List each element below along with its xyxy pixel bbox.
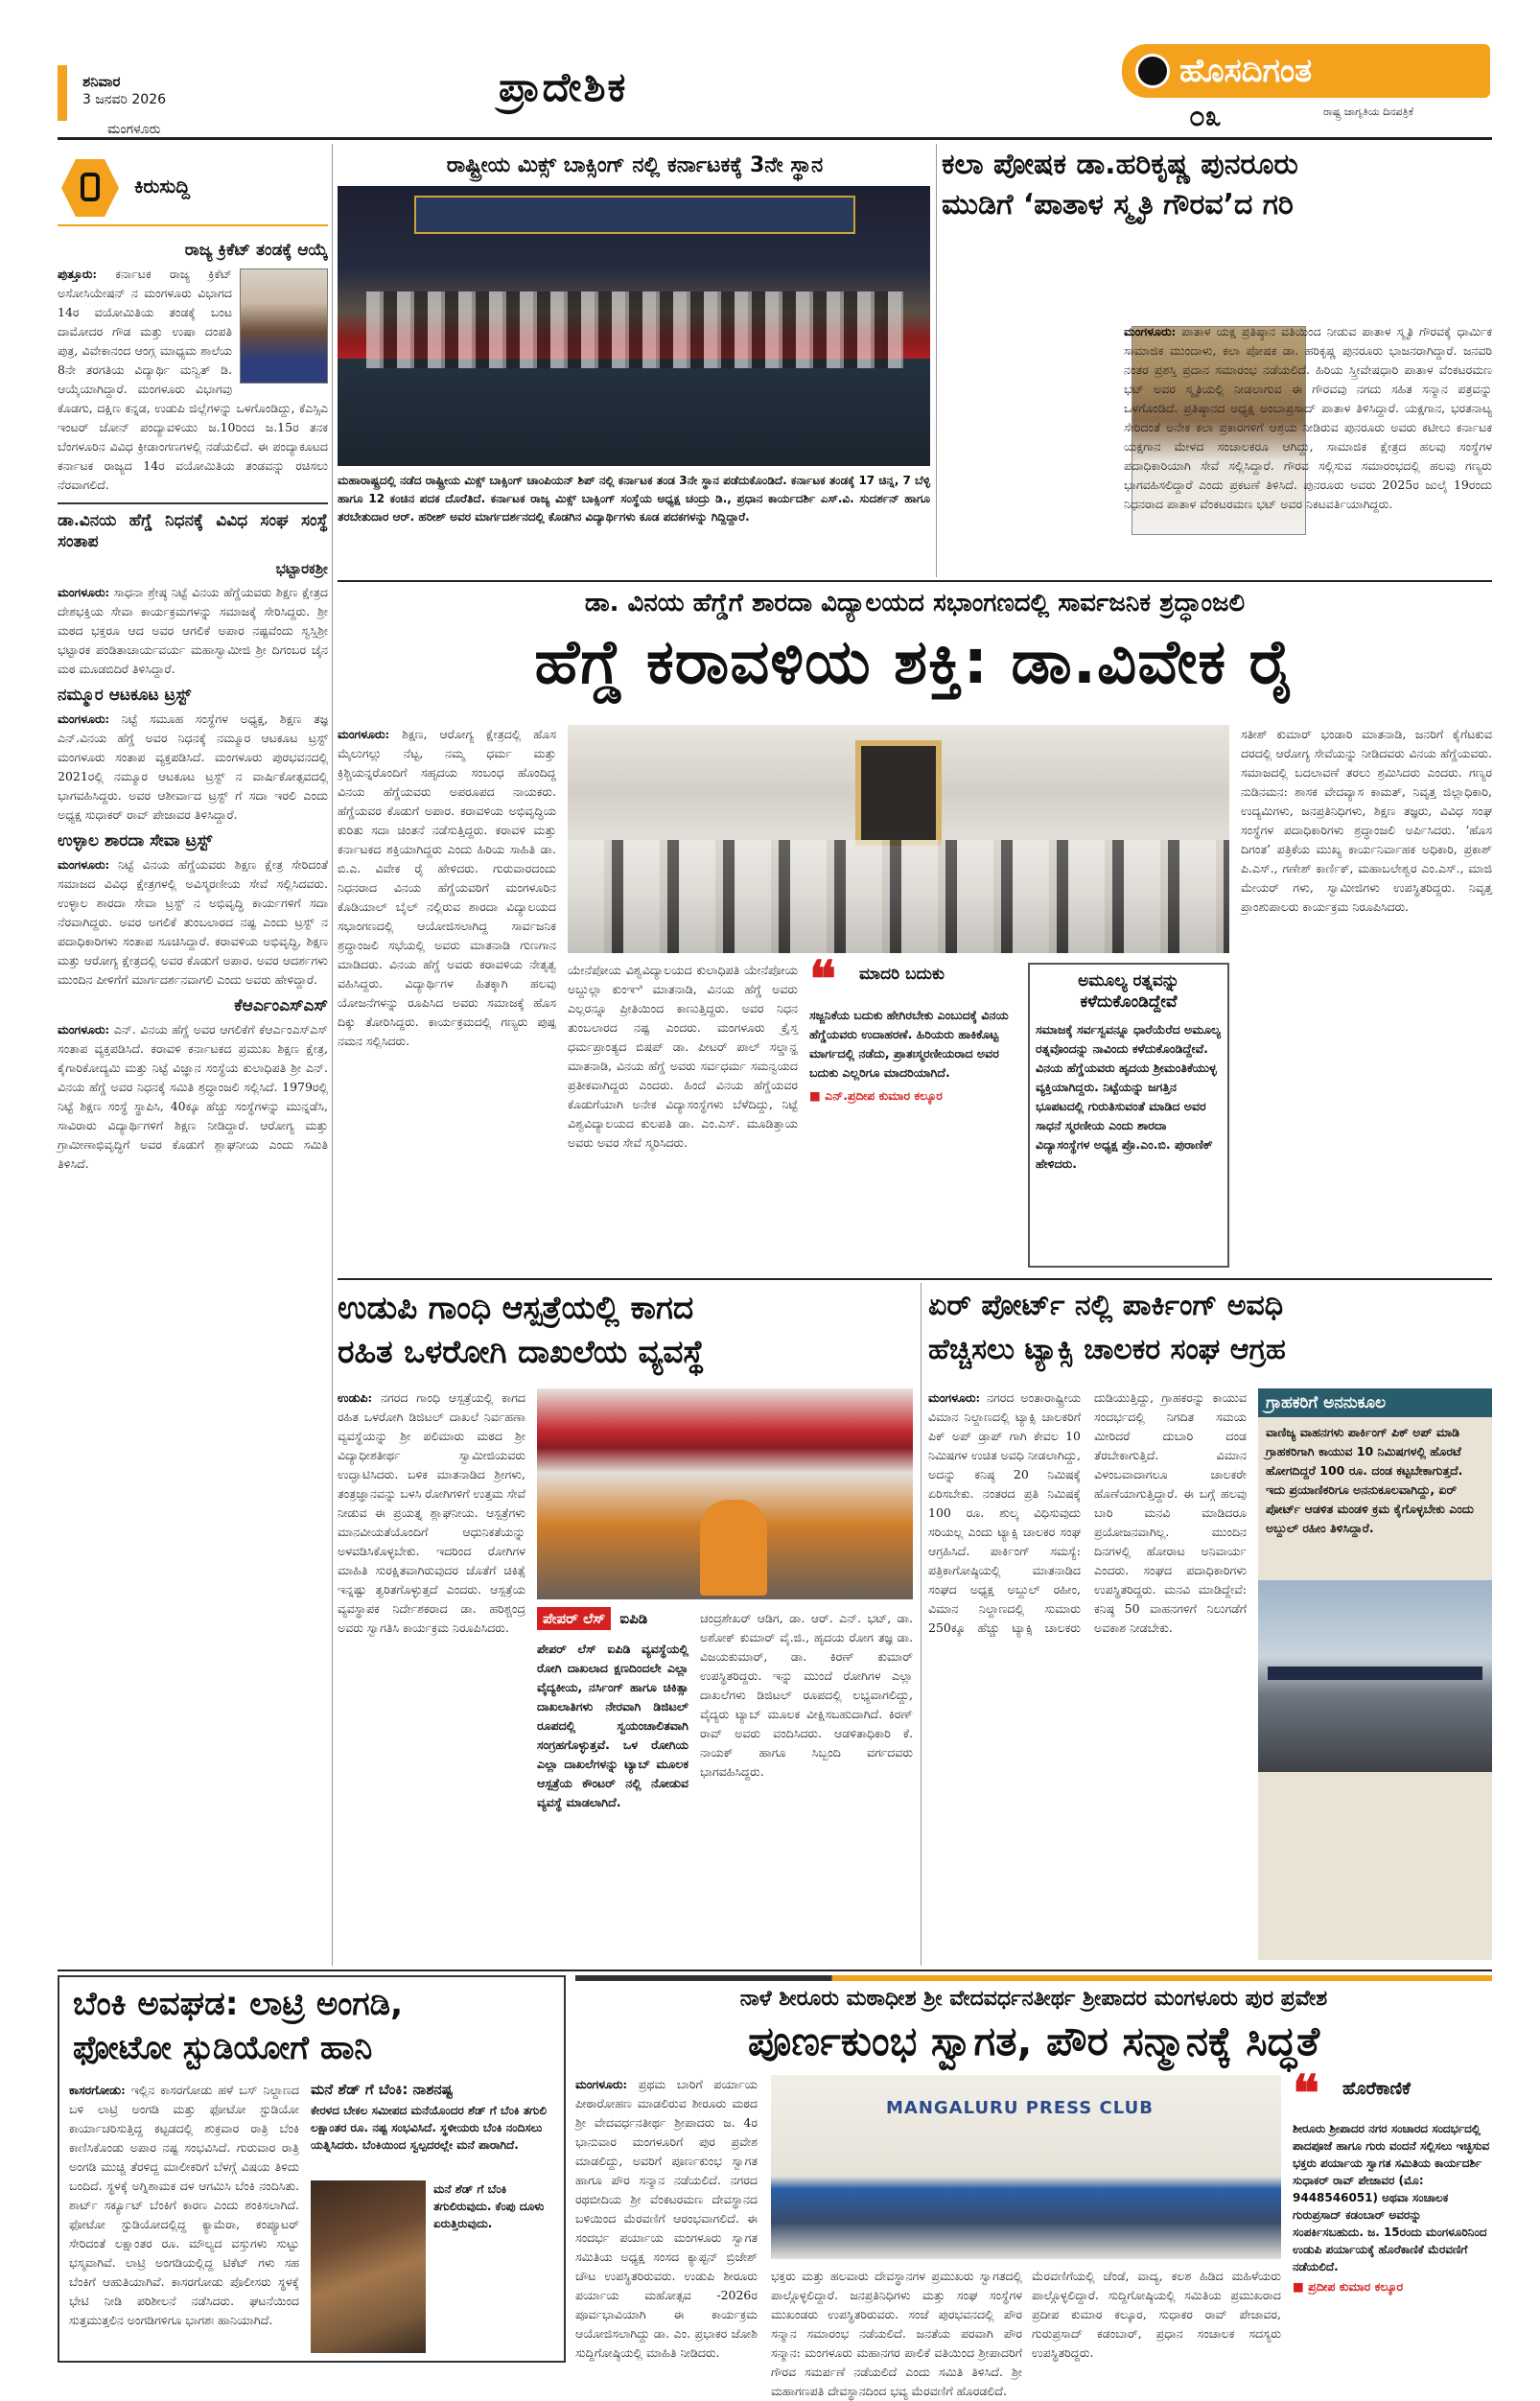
fire-photo: [311, 2180, 426, 2353]
hegde-story: [338, 585, 1492, 1275]
kiru-item-lead: ಮಂಗಳೂರು:: [58, 1022, 110, 1037]
kiru-item-title: ಉಳ್ಳಾಲ ಶಾರದಾ ಸೇವಾ ಟ್ರಸ್ಟ್: [58, 831, 213, 851]
hegde-photo: [568, 725, 1229, 953]
hegde-right-body: [1241, 725, 1492, 1270]
airport-headline-1: ಏರ್ ಪೋರ್ಟ್ ನಲ್ಲಿ ಪಾರ್ಕಿಂಗ್ ಅವಧಿ: [928, 1289, 1284, 1322]
airport-box-title: ಗ್ರಾಹಕರಿಗೆ ಅನನುಕೂಲ: [1258, 1388, 1492, 1417]
fire-side-text: ಕೇರಳದ ಬೇಕಲ ಸಮೀಪದ ಮನೆಯೊಂದರ ಶೆಡ್ ಗೆ ಬೆಂಕಿ ತಗುಲಿ ಲಕ್ಷಾಂತರ ರೂ. ನಷ್ಟ ಸಂಭವಿಸಿದೆ. ಸ್ಥಳೀಯರು ಬೆಂಕಿ ನಂದಿಸಲು ಯತ್ನಿಸಿದರು. ಬೆಂಕಿಯಿಂದ ಸ್ವಲ್ಪದರಲ್ಲೇ ಮನೆ ಪಾರಾಗಿದೆ.: [311, 2104, 548, 2152]
hegde-lead: ಮಂಗಳೂರು:: [338, 727, 390, 741]
harikrishna-story: [942, 144, 1492, 577]
horekanike-quote: [1293, 2064, 1492, 2361]
airport-lead: ಮಂಗಳೂರು:: [928, 1390, 981, 1405]
kiru-item-title: ಭಟ್ಟಾರಕಶ್ರೀ: [275, 560, 328, 577]
udupi-badge-text: ಪೇಪರ್ ಲೆಸ್ ಐಪಿಡಿ ವ್ಯವಸ್ಥೆಯಲ್ಲಿ ರೋಗಿ ದಾಖಲಾದ ಕ್ಷಣದಿಂದಲೇ ಎಲ್ಲಾ ವೈದ್ಯಕೀಯ, ನರ್ಸಿಂಗ್ ಹಾಗೂ ಚಿಕಿತ್ಸಾ ದಾಖಲಾತಿಗಳು ನೇರವಾಗಿ ಡಿಜಿಟಲ್ ರೂಪದಲ್ಲಿ ಸ್ವಯಂಚಾಲಿತವಾಗಿ ಸಂಗ್ರಹಗೊಳ್ಳುತ್ತವೆ. ಒಳ ರೋಗಿಯ ಎಲ್ಲಾ ದಾಖಲೆಗಳನ್ನು ಟ್ಯಾಬ್ ಮೂಲಕ ಆಸ್ಪತ್ರೆಯ ಕೌಂಟರ್ ನಲ್ಲಿ ನೋಡುವ ವ್ಯವಸ್ಥೆ ಮಾಡಲಾಗಿದೆ.: [537, 1642, 688, 1809]
kiru-item-title: ರಾಜ್ಯ ಕ್ರಿಕೆಟ್ ತಂಡಕ್ಕೆ ಆಯ್ಕೆ: [184, 241, 328, 260]
paperless-badge-label: ಪೇಪರ್ ಲೆಸ್: [537, 1607, 611, 1630]
fire-headline-2: ಫೋಟೋ ಸ್ಟುಡಿಯೋಗೆ ಹಾನಿ: [73, 2029, 373, 2067]
shiroor-text-a: ಪ್ರಥಮ ಬಾರಿಗೆ ಪರ್ಯಾಯ ಪೀಠಾರೋಹಣ ಮಾಡಲಿರುವ ಶೀರೂರು ಮಠದ ಶ್ರೀ ವೇದವರ್ಧನತೀರ್ಥ ಶ್ರೀಪಾದರು ಜ. 4ರ ಭಾನುವಾರ ಮಂಗಳೂರಿಗೆ ಪುರ ಪ್ರವೇಶ ಮಾಡಲಿದ್ದು, ಅವರಿಗೆ ಪೂರ್ಣಕುಂಭ ಸ್ವಾಗತ ಹಾಗೂ ಪೌರ ಸನ್ಮಾನ ನಡೆಯಲಿದೆ. ನಗರದ ರಥಬೀದಿಯ ಶ್ರೀ ವೆಂಕಟರಮಣ ದೇವಸ್ಥಾನದ ಬಳಿಯಿಂದ ಮೆರವಣಿಗೆ ಆರಂಭವಾಗಲಿದೆ. ಈ ಸಂದರ್ಭ ಪರ್ಯಾಯ ಮಂಗಳೂರು ಸ್ವಾಗತ ಸಮಿತಿಯ ಅಧ್ಯಕ್ಷ ಸಂಸದ ಕ್ಯಾಪ್ಟನ್ ಬ್ರಿಜೇಶ್ ಚೌಟ ಉಪಸ್ಥಿತರಿರುವರು. ಉಡುಪಿ ಶೀರೂರು ಪರ್ಯಾಯ ಮಹೋತ್ಸವ -2026ರ ಪೂರ್ವಭಾವಿಯಾಗಿ ಈ ಕಾರ್ಯಕ್ರಮ ಆಯೋಜಿಸಲಾಗಿದ್ದು ಡಾ. ಎಂ. ಪ್ರಭಾಕರ ಜೋಶಿ ಸುದ್ದಿಗೋಷ್ಠಿಯಲ್ಲಿ ಮಾಹಿತಿ ನೀಡಿದರು.: [575, 2077, 758, 2360]
boxing-story: [338, 144, 930, 577]
kiru-photo-boy: [240, 268, 328, 384]
udupi-text-a: ನಗರದ ಗಾಂಧಿ ಆಸ್ಪತ್ರೆಯಲ್ಲಿ ಕಾಗದ ರಹಿತ ಒಳರೋಗಿ ಡಿಜಿಟಲ್ ದಾಖಲೆ ನಿರ್ವಹಣಾ ವ್ಯವಸ್ಥೆಯನ್ನು ಶ್ರೀ ಪಲಿಮಾರು ಮಠದ ಶ್ರೀ ವಿದ್ಯಾಧೀಶತೀರ್ಥ ಸ್ವಾಮೀಜಿಯವರು ಉದ್ಘಾಟಿಸಿದರು. ಬಳಿಕ ಮಾತನಾಡಿದ ಶ್ರೀಗಳು, ತಂತ್ರಜ್ಞಾನವನ್ನು ಬಳಸಿ ರೋಗಿಗಳಿಗೆ ಉತ್ತಮ ಸೇವೆ ನೀಡುವ ಈ ಪ್ರಯತ್ನ ಶ್ಲಾಘನೀಯ. ಆಸ್ಪತ್ರೆಗಳು ಮಾನವೀಯತೆಯೊಂದಿಗೆ ಆಧುನಿಕತೆಯನ್ನು ಅಳವಡಿಸಿಕೊಳ್ಳಬೇಕು. ಇದರಿಂದ ರೋಗಿಗಳ ಮಾಹಿತಿ ಸುರಕ್ಷಿತವಾಗಿರುವುದರ ಜೊತೆಗೆ ಚಿಕಿತ್ಸೆ ಇನ್ನಷ್ಟು ತ್ವರಿತಗೊಳ್ಳುತ್ತದೆ ಎಂದರು. ಆಸ್ಪತ್ರೆಯ ವ್ಯವಸ್ಥಾಪಕ ನಿರ್ದೇಶಕರಾದ ಡಾ. ಹರಿಶ್ಚಂದ್ರ ಅವರು ಸ್ವಾಗತಿಸಿ ಕಾರ್ಯಕ್ರಮ ನಿರೂಪಿಸಿದರು.: [338, 1390, 526, 1635]
kiru-label: ಕಿರುಸುದ್ದಿ: [134, 175, 191, 198]
kiru-item-lead: ಮಂಗಳೂರು:: [58, 711, 110, 726]
quote-icon: ❝: [809, 950, 836, 1009]
kiru-suddi-column: [58, 144, 328, 1966]
horekanike-text: ಶೀರೂರು ಶ್ರೀಪಾದರ ನಗರ ಸಂಚಾರದ ಸಂದರ್ಭದಲ್ಲಿ ಪಾದಪೂಜೆ ಹಾಗೂ ಗುರು ವಂದನೆ ಸಲ್ಲಿಸಲು ಇಚ್ಛಿಸುವ ಭಕ್ತರು ಪರ್ಯಾಯ ಸ್ವಾಗತ ಸಮಿತಿಯ ಕಾರ್ಯದರ್ಶಿ ಸುಧಾಕರ್ ರಾವ್ ಪೇಜಾವರ (ಮೊ: 9448546051) ಅಥವಾ ಸಂಚಾಲಕ ಗುರುಪ್ರಸಾದ್ ಕಡಂಬಾರ್ ಅವರನ್ನು ಸಂಪರ್ಕಿಸಬಹುದು. ಜ. 15ರಂದು ಮಂಗಳೂರಿನಿಂದ ಉಡುಪಿ ಪರ್ಯಾಯಕ್ಕೆ ಹೊರೆಕಾಣಿಕೆ ಮೆರವಣಿಗೆ ನಡೆಯಲಿದೆ.: [1293, 2122, 1490, 2273]
quote2-title: ಅಮೂಲ್ಯ ರತ್ನವನ್ನು ಕಳೆದುಕೊಂಡಿದ್ದೇವೆ: [1078, 971, 1179, 1012]
kiru-item-text: ಕರ್ನಾಟಕ ರಾಜ್ಯ ಕ್ರಿಕೆಟ್ ಅಸೋಸಿಯೇಷನ್ ನ ಮಂಗಳೂರು ವಿಭಾಗದ 14ರ ವಯೋಮಿತಿಯ ತಂಡಕ್ಕೆ ಬಂಟ ದಾಮೋದರ ಗೌಡ ಮತ್ತು ಉಷಾ ದಂಪತಿ ಪುತ್ರ, ವಿವೇಕಾನಂದ ಆಂಗ್ಲ ಮಾಧ್ಯಮ ಶಾಲೆಯ 8ನೇ ತರಗತಿಯ ವಿದ್ಯಾರ್ಥಿ ಮನ್ವಿತ್ ಡಿ. ಆಯ್ಕೆಯಾಗಿದ್ದಾರೆ. ಮಂಗಳೂರು ವಿಭಾಗವು ಕೊಡಗು, ದಕ್ಷಿಣ ಕನ್ನಡ, ಉಡುಪಿ ಜಿಲ್ಲೆಗಳನ್ನು ಒಳಗೊಂಡಿದ್ದು, ಕೆಎಸ್ಸಿಎ ಇಂಟರ್ ಜೋನ್ ಪಂದ್ಯಾವಳಿಯು ಜ.10ರಿಂದ ಜ.15ರ ತನಕ ಬೆಂಗಳೂರಿನ ವಿವಿಧ ಕ್ರೀಡಾಂಗಣಗಳಲ್ಲಿ ನಡೆಯಲಿದೆ. ಈ ಪಂದ್ಯಾಕೂಟದ ಕರ್ನಾಟಕ ರಾಜ್ಯದ 14ರ ವಯೋಮಿತಿಯ ತಂಡವನ್ನು ರಚಿಸಲು ನೆರವಾಗಲಿದೆ.: [58, 267, 328, 492]
kiru-item-title: ನಮ್ಮೂರ ಆಟಕೂಟ ಟ್ರಸ್ಟ್: [58, 686, 192, 705]
hegde-mid-body: [568, 961, 798, 1270]
quote1-credit: ■ ಎನ್.ಪ್ರದೀಪ ಕುಮಾರ ಕಲ್ಕೂರ: [809, 1088, 943, 1103]
kiru-item-text: ನಿಟ್ಟೆ ವಿನಯ ಹೆಗ್ಡೆಯವರು ಶಿಕ್ಷಣ ಕ್ಷೇತ್ರ ಸೇರಿದಂತೆ ಸಮಾಜದ ವಿವಿಧ ಕ್ಷೇತ್ರಗಳಲ್ಲಿ ಅವಿಸ್ಮರಣೀಯ ಸೇವೆ ಸಲ್ಲಿಸಿದವರು. ಉಳ್ಳಾಲ ಶಾರದಾ ಸೇವಾ ಟ್ರಸ್ಟ್ ನ ಅಭಿವೃದ್ಧಿ ಕಾರ್ಯಗಳಿಗೆ ಸದಾ ನೆರವಾಗಿದ್ದರು. ಅವರ ಅಗಲಿಕೆ ತುಂಬಲಾರದ ನಷ್ಟ ಎಂದು ಟ್ರಸ್ಟ್ ನ ಪದಾಧಿಕಾರಿಗಳು ಸಂತಾಪ ಸೂಚಿಸಿದ್ದಾರೆ. ಕರಾವಳಿಯ ಅಭಿವೃದ್ಧಿ, ಶಿಕ್ಷಣ ಮತ್ತು ಆರೋಗ್ಯ ಕ್ಷೇತ್ರದಲ್ಲಿ ಅವರ ಕೊಡುಗೆ ಅಪಾರ. ಅವರ ಆದರ್ಶಗಳು ಮುಂದಿನ ಪೀಳಿಗೆಗೆ ಮಾರ್ಗದರ್ಶನವಾಗಲಿ ಎಂದು ಅವರು ಹೇಳಿದ್ದಾರೆ.: [58, 857, 328, 987]
kiru-item-title: ಕೆಆರ್ಎಂಎಸ್ಎಸ್: [234, 996, 328, 1015]
shiroor-text-b: ಭಕ್ತರು ಮತ್ತು ಹಲವಾರು ದೇವಸ್ಥಾನಗಳ ಪ್ರಮುಖರು ಸ್ವಾಗತದಲ್ಲಿ ಪಾಲ್ಗೊಳ್ಳಲಿದ್ದಾರೆ. ಜನಪ್ರತಿನಿಧಿಗಳು ಮತ್ತು ಸಂಘ ಸಂಸ್ಥೆಗಳ ಮುಖಂಡರು ಉಪಸ್ಥಿತರಿರುವರು. ಸಂಜೆ ಪುರಭವನದಲ್ಲಿ ಪೌರ ಸನ್ಮಾನ ಸಮಾರಂಭ ನಡೆಯಲಿದೆ. ಜನತೆಯ ಪರವಾಗಿ ಪೌರ ಸನ್ಮಾನ: ಮಂಗಳೂರು ಮಹಾನಗರ ಪಾಲಿಕೆ ವತಿಯಿಂದ ಶ್ರೀಪಾದರಿಗೆ ಗೌರವ ಸಮರ್ಪಣೆ ನಡೆಯಲಿದೆ ಎಂದು ಸಮಿತಿ ತಿಳಿಸಿದೆ. ಶ್ರೀ ಮಹಾಗಣಪತಿ ದೇವಸ್ಥಾನದಿಂದ ಭವ್ಯ ಮೆರವಣಿಗೆ ಹೊರಡಲಿದೆ.: [771, 2269, 1022, 2398]
quote-icon: ❝: [1293, 2064, 1319, 2123]
shiroor-body-a: [575, 2075, 758, 2361]
hegde-right-text: ಸತೀಶ್ ಕುಮಾರ್ ಭಂಡಾರಿ ಮಾತನಾಡಿ, ಜನರಿಗೆ ಕೈಗೆಟಕುವ ದರದಲ್ಲಿ ಆರೋಗ್ಯ ಸೇವೆಯನ್ನು ನೀಡಿದವರು ವಿನಯ ಹೆಗ್ಡೆಯವರು. ಸಮಾಜದಲ್ಲಿ ಬದಲಾವಣೆ ತರಲು ಶ್ರಮಿಸಿದರು ಎಂದರು. ಗಣ್ಯರ ನುಡಿನಮನ: ಶಾಸಕ ವೇದವ್ಯಾಸ ಕಾಮತ್, ನಿವೃತ್ತ ಜಿಲ್ಲಾಧಿಕಾರಿ, ಉದ್ಯಮಿಗಳು, ಜನಪ್ರತಿನಿಧಿಗಳು, ಶಿಕ್ಷಣ ತಜ್ಞರು, ವಿವಿಧ ಸಂಘ ಸಂಸ್ಥೆಗಳ ಪದಾಧಿಕಾರಿಗಳು ಶ್ರದ್ಧಾಂಜಲಿ ಅರ್ಪಿಸಿದರು. ‘ಹೊಸ ದಿಗಂತ’ ಪತ್ರಿಕೆಯ ಮುಖ್ಯ ಕಾರ್ಯನಿರ್ವಾಹಕ ಅಧಿಕಾರಿ, ಪ್ರಕಾಶ್ ಪಿ.ಎಸ್., ಗಣೇಶ್ ಕಾರ್ಣಿಕ್, ಮಹಾಬಲೇಶ್ವರ ಎಂ.ಎಸ್., ಮಾಜಿ ಮೇಯರ್ ಗಳು, ಸ್ವಾಮೀಜಿಗಳು ಉಪಸ್ಥಿತರಿದ್ದರು. ನಿವೃತ್ತ ಪ್ರಾಂಶುಪಾಲರು ಕಾರ್ಯಕ್ರಮ ನಿರೂಪಿಸಿದರು.: [1241, 727, 1492, 914]
fire-text: ಇಲ್ಲಿನ ಕಾಸರಗೋಡು ಹಳೆ ಬಸ್ ನಿಲ್ದಾಣದ ಬಳಿ ಲಾಟ್ರಿ ಅಂಗಡಿ ಮತ್ತು ಫೋಟೋ ಸ್ಟುಡಿಯೋ ಕಾರ್ಯಾಚರಿಸುತ್ತಿದ್ದ ಕಟ್ಟಡದಲ್ಲಿ ಶುಕ್ರವಾರ ರಾತ್ರಿ ಬೆಂಕಿ ಕಾಣಿಸಿಕೊಂಡು ಅಪಾರ ನಷ್ಟ ಸಂಭವಿಸಿದೆ. ಗುರುವಾರ ರಾತ್ರಿ ಅಂಗಡಿ ಮುಚ್ಚಿ ತೆರಳಿದ್ದ ಮಾಲೀಕರಿಗೆ ಬೆಳಗ್ಗೆ ವಿಷಯ ತಿಳಿದು ಬಂದಿದೆ. ಸ್ಥಳಕ್ಕೆ ಅಗ್ನಿಶಾಮಕ ದಳ ಆಗಮಿಸಿ ಬೆಂಕಿ ನಂದಿಸಿತು. ಶಾರ್ಟ್ ಸರ್ಕ್ಯೂಟ್ ಬೆಂಕಿಗೆ ಕಾರಣ ಎಂದು ಶಂಕಿಸಲಾಗಿದೆ. ಫೋಟೋ ಸ್ಟುಡಿಯೋದಲ್ಲಿದ್ದ ಕ್ಯಾಮೆರಾ, ಕಂಪ್ಯೂಟರ್ ಸೇರಿದಂತೆ ಲಕ್ಷಾಂತರ ರೂ. ಮೌಲ್ಯದ ವಸ್ತುಗಳು ಸುಟ್ಟು ಭಸ್ಮವಾಗಿವೆ. ಲಾಟ್ರಿ ಅಂಗಡಿಯಲ್ಲಿದ್ದ ಟಿಕೆಟ್ ಗಳು ಸಹ ಬೆಂಕಿಗೆ ಆಹುತಿಯಾಗಿವೆ. ಕಾಸರಗೋಡು ಪೊಲೀಸರು ಸ್ಥಳಕ್ಕೆ ಭೇಟಿ ನೀಡಿ ಪರಿಶೀಲನೆ ನಡೆಸಿದರು. ಘಟನೆಯಿಂದ ಸುತ್ತಮುತ್ತಲಿನ ಅಂಗಡಿಗಳಿಗೂ ಭಾಗಶಃ ಹಾನಿಯಾಗಿದೆ.: [69, 2083, 299, 2327]
paper-page-no: ೦೩: [1189, 100, 1222, 133]
kiru-item-text: ಎನ್. ವಿನಯ ಹೆಗ್ಡೆ ಅವರ ಆಗಲಿಕೆಗೆ ಕೆಆರ್ಎಂಎಸ್ಎಸ್ ಸಂತಾಪ ವ್ಯಕ್ತಪಡಿಸಿದೆ. ಕರಾವಳಿ ಕರ್ನಾಟಕದ ಪ್ರಮುಖ ಶಿಕ್ಷಣ ಕ್ಷೇತ್ರ, ಕೈಗಾರಿಕೋದ್ಯಮಿ ಮತ್ತು ನಿಟ್ಟೆ ವಿಜ್ಞಾನ ಸಂಸ್ಥೆಯ ಕುಲಾಧಿಪತಿ ಶ್ರೀ ಎನ್. ವಿನಯ ಹೆಗ್ಡೆ ಅವರ ನಿಧನಕ್ಕೆ ಸಮಿತಿ ಶ್ರದ್ಧಾಂಜಲಿ ಸಲ್ಲಿಸಿದೆ. 1979ರಲ್ಲಿ ನಿಟ್ಟೆ ಶಿಕ್ಷಣ ಸಂಸ್ಥೆ ಸ್ಥಾಪಿಸಿ, 40ಕ್ಕೂ ಹೆಚ್ಚು ಸಂಸ್ಥೆಗಳನ್ನು ಮುನ್ನಡೆಸಿ, ಸಾವಿರಾರು ವಿದ್ಯಾರ್ಥಿಗಳಿಗೆ ಶಿಕ್ಷಣ ನೀಡಿದ್ದಾರೆ. ಆರೋಗ್ಯ ಮತ್ತು ಗ್ರಾಮೀಣಾಭಿವೃದ್ಧಿಗೆ ಅವರ ಕೊಡುಗೆ ಶ್ಲಾಘನೀಯ ಎಂದು ಸಮಿತಿ ತಿಳಿಸಿದೆ.: [58, 1022, 328, 1171]
quote2-text: ಸಮಾಜಕ್ಕೆ ಸರ್ವಸ್ವವನ್ನೂ ಧಾರೆಯೆರೆದ ಅಮೂಲ್ಯ ರತ್ನವೊಂದನ್ನು ನಾವಿಂದು ಕಳೆದುಕೊಂಡಿದ್ದೇವೆ. ವಿನಯ ಹೆಗ್ಡೆಯವರು ಹೃದಯ ಶ್ರೀಮಂತಿಕೆಯುಳ್ಳ ವ್ಯಕ್ತಿಯಾಗಿದ್ದರು. ನಿಟ್ಟೆಯನ್ನು ಜಗತ್ತಿನ ಭೂಪಟದಲ್ಲಿ ಗುರುತಿಸುವಂತೆ ಮಾಡಿದ ಅವರ ಸಾಧನೆ ಸ್ಮರಣೀಯ ಎಂದು ಶಾರದಾ ವಿದ್ಯಾಸಂಸ್ಥೆಗಳ ಅಧ್ಯಕ್ಷ ಪ್ರೊ.ಎಂ.ಬಿ. ಪುರಾಣಿಕ್ ಹೇಳಿದರು.: [1036, 1022, 1221, 1171]
fire-story: [58, 1975, 566, 2363]
header-accent-bar: [58, 65, 67, 121]
shiroor-text-c: ಮೆರವಣಿಗೆಯಲ್ಲಿ ಚೆಂಡೆ, ವಾದ್ಯ, ಕಲಶ ಹಿಡಿದ ಮಹಿಳೆಯರು ಪಾಲ್ಗೊಳ್ಳಲಿದ್ದಾರೆ. ಸುದ್ದಿಗೋಷ್ಠಿಯಲ್ಲಿ ಸಮಿತಿಯ ಪ್ರಮುಖರಾದ ಪ್ರದೀಪ ಕುಮಾರ ಕಲ್ಕೂರ, ಸುಧಾಕರ ರಾವ್ ಪೇಜಾವರ, ಗುರುಪ್ರಸಾದ್ ಕಡಂಬಾರ್, ಪ್ರಧಾನ ಸಂಚಾಲಕ ಸದಸ್ಯರು ಉಪಸ್ಥಿತರಿದ್ದರು.: [1032, 2269, 1281, 2360]
kiru-item-title: ಡಾ.ವಿನಯ ಹೆಗ್ಡೆ ನಿಧನಕ್ಕೆ ವಿವಿಧ ಸಂಘ ಸಂಸ್ಥೆ ಸಂತಾಪ: [58, 511, 328, 551]
fire-photo-caption: ಮನೆ ಶೆಡ್ ಗೆ ಬೆಂಕಿ ತಗುಲಿರುವುದು. ಕೆಂಪು ದೂಳು ಏರುತ್ತಿರುವುದು.: [433, 2182, 545, 2230]
airport-body: [928, 1388, 1247, 1960]
kiru-content: [58, 234, 328, 1960]
shiroor-accent-bar: [575, 1975, 1492, 1981]
masthead: [0, 0, 1540, 144]
section-rule: [338, 580, 1492, 582]
udupi-text-b: ಚಂದ್ರಶೇಖರ್ ಆಡಿಗ, ಡಾ. ಆರ್. ಎನ್. ಭಟ್, ಡಾ. ಅಶೋಕ್ ಕುಮಾರ್ ವೈ.ಜಿ., ಹೃದಯ ರೋಗ ತಜ್ಞ ಡಾ. ವಿಜಯಕುಮಾರ್, ಡಾ. ಕಿರಣ್ ಕುಮಾರ್ ಉಪಸ್ಥಿತರಿದ್ದರು. ಇನ್ನು ಮುಂದೆ ರೋಗಿಗಳ ಎಲ್ಲಾ ದಾಖಲೆಗಳು ಡಿಜಿಟಲ್ ರೂಪದಲ್ಲಿ ಲಭ್ಯವಾಗಲಿದ್ದು, ವೈದ್ಯರು ಟ್ಯಾಬ್ ಮೂಲಕ ವೀಕ್ಷಿಸಬಹುದಾಗಿದೆ. ಕಿರಣ್ ರಾವ್ ಅವರು ವಂದಿಸಿದರು. ಆಡಳಿತಾಧಿಕಾರಿ ಕೆ. ನಾಯಕ್ ಹಾಗೂ ಸಿಬ್ಬಂದಿ ವರ್ಗದವರು ಭಾಗವಹಿಸಿದ್ದರು.: [700, 1611, 913, 1779]
fire-headline-1: ಬೆಂಕಿ ಅವಘಡ: ಲಾಟ್ರಿ ಅಂಗಡಿ,: [73, 1985, 404, 2023]
hegde-quote-2: [1028, 963, 1229, 1268]
harikrishna-text: ಪಾತಾಳ ಯಕ್ಷ ಪ್ರತಿಷ್ಠಾನ ವತಿಯಿಂದ ನೀಡುವ ಪಾತಾಳ ಸ್ಮೃತಿ ಗೌರವಕ್ಕೆ ಧಾರ್ಮಿಕ ಸಾಮಾಜಿಕ ಮುಂದಾಳು, ಕಲಾ ಪೋಷಕ ಡಾ. ಹರಿಕೃಷ್ಣ ಪುನರೂರು ಭಾಜನರಾಗಿದ್ದಾರೆ. ಜನವರಿ ನಂತರ ಪ್ರಶಸ್ತಿ ಪ್ರದಾನ ಸಮಾರಂಭ ನಡೆಯಲಿದೆ. ಹಿರಿಯ ಸ್ತ್ರೀವೇಷಧಾರಿ ಪಾತಾಳ ವೆಂಕಟರಮಣ ಭಟ್ ಅವರ ಸ್ಮೃತಿಯಲ್ಲಿ ನೀಡಲಾಗುವ ಈ ಗೌರವವು ನಗದು ಸಹಿತ ಸನ್ಮಾನ ಪತ್ರವನ್ನು ಒಳಗೊಂಡಿದೆ. ಪ್ರತಿಷ್ಠಾನದ ಅಧ್ಯಕ್ಷ ಅಂಬಾಪ್ರಸಾದ್ ಪಾತಾಳ ತಿಳಿಸಿದ್ದಾರೆ. ಯಕ್ಷಗಾನ, ಭರತನಾಟ್ಯ ಸೇರಿದಂತೆ ಅನೇಕ ಕಲಾ ಪ್ರಕಾರಗಳಿಗೆ ಆಶ್ರಯ ನೀಡಿರುವ ಪುನರೂರು ಅವರು ಕಟೀಲು ಕರ್ನಾಟಕ ಯಕ್ಷಗಾನ ಮೇಳದ ಸಂಚಾಲಕರೂ ಆಗಿದ್ದು, ಸಾಮಾಜಿಕ ಕ್ಷೇತ್ರದ ಹಲವು ಸಂಸ್ಥೆಗಳ ಪದಾಧಿಕಾರಿಯಾಗಿ ಸೇವೆ ಸಲ್ಲಿಸಿದ್ದಾರೆ. ಗೌರವ ಸಲ್ಲಿಸುವ ಸಮಾರಂಭದಲ್ಲಿ ಹಲವು ಗಣ್ಯರು ಭಾಗವಹಿಸಲಿದ್ದಾರೆ ಎಂದು ಪ್ರಕಟಣೆ ತಿಳಿಸಿದೆ. ಪುನರೂರು ಅವರು 2025ರ ಜುಲೈ 19ರಂದು ನಿಧನರಾದ ಪಾತಾಳ ವೆಂಕಟರಮಣ ಭಟ್ ಅವರ ನಿಕಟವರ್ತಿಯಾಗಿದ್ದರು.: [1124, 324, 1492, 511]
hegde-headline: ಹೆಗ್ಡೆ ಕರಾವಳಿಯ ಶಕ್ತಿ: ಡಾ.ವಿವೇಕ ರೈ: [534, 627, 1295, 698]
quote1-title: ಮಾದರಿ ಬದುಕು: [859, 965, 945, 984]
kiru-item-lead: ಪುತ್ತೂರು:: [58, 267, 98, 281]
fire-side-title: ಮನೆ ಶೆಡ್ ಗೆ ಬೆಂಕಿ: ನಾಶನಷ್ಟ: [311, 2081, 454, 2098]
paper-logo-box: [1122, 44, 1490, 98]
shiroor-lead: ಮಂಗಳೂರು:: [575, 2077, 628, 2091]
harikrishna-headline-2: ಮುಡಿಗೆ ‘ಪಾತಾಳ ಸ್ಮೃತಿ ಗೌರವ’ದ ಗರಿ: [942, 188, 1294, 221]
kiru-rule: [58, 224, 328, 226]
header-rule: [58, 137, 1492, 140]
udupi-story: [338, 1283, 913, 1966]
hegde-kicker: ಡಾ. ವಿನಯ ಹೆಗ್ಡೆಗೆ ಶಾರದಾ ವಿದ್ಯಾಲಯದ ಸಭಾಂಗಣದಲ್ಲಿ ಸಾರ್ವಜನಿಕ ಶ್ರದ್ಧಾಂಜಲಿ: [584, 589, 1246, 618]
kiru-badge: [58, 153, 144, 230]
kiru-item-text: ಸಾಧನಾ ಶ್ರೇಷ್ಠ ನಿಟ್ಟೆ ವಿನಯ ಹೆಗ್ಡೆಯವರು ಶಿಕ್ಷಣ ಕ್ಷೇತ್ರದ ದೇಶಭಕ್ತಿಯ ಸೇವಾ ಕಾರ್ಯಕ್ರಮಗಳನ್ನು ಸಮಾಜಕ್ಕೆ ಸೇರಿಸಿದ್ದರು. ಶ್ರೀ ಮಠದ ಭಕ್ತರೂ ಆದ ಅವರ ಆಗಲಿಕೆ ಅಪಾರ ನಷ್ಟವೆಂದು ಸ್ವಸ್ತಿಶ್ರೀ ಭಟ್ಟಾರಕ ಪಂಡಿತಾಚಾರ್ಯವರ್ಯ ಮಹಾಸ್ವಾಮೀಜಿ ಶ್ರೀ ದಿಗಂಬರ ಜೈನ ಮಠ ಮೂಡಬಿದಿರೆ ತಿಳಿಸಿದ್ದಾರೆ.: [58, 585, 328, 676]
fire-side: [311, 2081, 560, 2359]
hegde-mid-text: ಯೇನೆಪೋಯ ವಿಶ್ವವಿದ್ಯಾಲಯದ ಕುಲಾಧಿಪತಿ ಯೇನೆಪೋಯ ಅಬ್ದುಲ್ಲಾ ಕುಂಞಿ ಮಾತನಾಡಿ, ವಿನಯ ಹೆಗ್ಡೆ ಅವರು ಎಲ್ಲರನ್ನೂ ಪ್ರೀತಿಯಿಂದ ಕಾಣುತ್ತಿದ್ದರು. ಅವರ ನಿಧನ ತುಂಬಲಾರದ ನಷ್ಟ ಎಂದರು. ಮಂಗಳೂರು ಕ್ರೈಸ್ತ ಧರ್ಮಪ್ರಾಂತ್ಯದ ಬಿಷಪ್ ಡಾ. ಪೀಟರ್ ಪಾಲ್ ಸಲ್ಡಾನ್ಹ ಮಾತನಾಡಿ, ವಿನಯ ಹೆಗ್ಡೆ ಅವರು ಸರ್ವಧರ್ಮ ಸಮನ್ವಯದ ಪ್ರತೀಕವಾಗಿದ್ದರು ಎಂದರು. ಹಿಂದೆ ವಿನಯ ಹೆಗ್ಡೆಯವರ ಕೊಡುಗೆಯಾಗಿ ಅನೇಕ ವಿದ್ಯಾಸಂಸ್ಥೆಗಳು ಬೆಳೆದಿದ್ದು, ನಿಟ್ಟೆ ವಿಶ್ವವಿದ್ಯಾಲಯದ ಕುಲಪತಿ ಡಾ. ಎಂ.ಎಸ್. ಮೂಡಿತ್ತಾಯ ಅವರು ಅವರ ಸೇವೆ ಸ್ಮರಿಸಿದರು.: [568, 963, 798, 1150]
udupi-headline-2: ರಹಿತ ಒಳರೋಗಿ ದಾಖಲೆಯ ವ್ಯವಸ್ಥೆ: [338, 1333, 705, 1370]
airport-photo: [1258, 1580, 1492, 1772]
boxing-headline: ರಾಷ್ಟ್ರೀಯ ಮಿಕ್ಸ್ ಬಾಕ್ಸಿಂಗ್ ನಲ್ಲಿ ಕರ್ನಾಟಕಕ್ಕೆ 3ನೇ ಸ್ಥಾನ: [446, 153, 824, 177]
header-city: ಮಂಗಳೂರು: [107, 122, 161, 137]
fire-body: [69, 2081, 299, 2359]
shiroor-body-b: [771, 2267, 1022, 2398]
airport-box: [1258, 1388, 1492, 1960]
udupi-headline-1: ಉಡುಪಿ ಗಾಂಧಿ ಆಸ್ಪತ್ರೆಯಲ್ಲಿ ಕಾಗದ: [338, 1289, 694, 1326]
hegde-quote-1: [809, 950, 1018, 1270]
airport-box-text: ವಾಣಿಜ್ಯ ವಾಹನಗಳು ಪಾರ್ಕಿಂಗ್ ಪಿಕ್ ಅಪ್ ಮಾಡಿ ಗ್ರಾಹಕರಿಗಾಗಿ ಕಾಯುವ 10 ನಿಮಿಷಗಳಲ್ಲಿ ಹೊರಟೆ ಹೋಗದಿದ್ದರೆ 100 ರೂ. ದಂಡ ಕಟ್ಟಬೇಕಾಗುತ್ತದೆ. ಇದು ಪ್ರಯಾಣಿಕರಿಗೂ ಅನನುಕೂಲವಾಗಿದ್ದು, ಏರ್ ಪೋರ್ಟ್ ಆಡಳಿತ ಮಂಡಳಿ ಕ್ರಮ ಕೈಗೊಳ್ಳಬೇಕು ಎಂದು ಅಬ್ದುಲ್ ರಹೀಂ ತಿಳಿಸಿದ್ದಾರೆ.: [1266, 1425, 1474, 1535]
paper-tagline: ರಾಷ್ಟ್ರ ಜಾಗೃತಿಯ ದಿನಪತ್ರಿಕೆ: [1323, 105, 1414, 118]
paperless-badge: [537, 1609, 688, 1636]
hegde-left-text: ಶಿಕ್ಷಣ, ಆರೋಗ್ಯ ಕ್ಷೇತ್ರದಲ್ಲಿ ಹೊಸ ಮೈಲುಗಲ್ಲು ನೆಟ್ಟ, ನಮ್ಮ ಧರ್ಮ ಮತ್ತು ಕ್ರಿಶ್ಚಿಯನ್ನರೊಂದಿಗೆ ಸಹೃದಯ ಸಂಬಂಧ ಹೊಂದಿದ್ದ ವಿನಯ ಹೆಗ್ಡೆಯವರು ಅಪರೂಪದ ನಾಯಕರು. ಹೆಗ್ಡೆಯವರ ಕೊಡುಗೆ ಅಪಾರ. ಕರಾವಳಿಯ ಅಭಿವೃದ್ಧಿಯ ಕುರಿತು ಸದಾ ಚಿಂತನೆ ನಡೆಸುತ್ತಿದ್ದರು. ಕರಾವಳಿ ಮತ್ತು ಕರ್ನಾಟಕದ ಶಕ್ತಿಯಾಗಿದ್ದರು ಎಂದು ಹಿರಿಯ ಸಾಹಿತಿ ಡಾ. ಬಿ.ಎ. ವಿವೇಕ ರೈ ಹೇಳಿದರು. ಗುರುವಾರದಂದು ನಿಧನರಾದ ವಿನಯ ಹೆಗ್ಡೆಯವರಿಗೆ ಮಂಗಳೂರಿನ ಕೊಡಿಯಾಲ್ ಬೈಲ್ ನಲ್ಲಿರುವ ಶಾರದಾ ವಿದ್ಯಾಲಯದ ಸಭಾಂಗಣದಲ್ಲಿ ಆಯೋಜಿಸಲಾಗಿದ್ದ ಸಾರ್ವಜನಿಕ ಶ್ರದ್ಧಾಂಜಲಿ ಸಭೆಯಲ್ಲಿ ಅವರು ಮಾತನಾಡಿ ಗುಣಗಾನ ಮಾಡಿದರು. ವಿನಯ ಹೆಗ್ಡೆ ಅವರು ಕರಾವಳಿಯ ನೇತೃತ್ವ ವಹಿಸಿದ್ದರು. ವಿದ್ಯಾರ್ಥಿಗಳ ಹಿತಕ್ಕಾಗಿ ಹಲವು ಯೋಜನೆಗಳನ್ನು ರೂಪಿಸಿದ ಅವರು ಸಮಾಜಕ್ಕೆ ಹೊಸ ದಿಕ್ಕು ತೋರಿಸಿದ್ದರು. ಕಾರ್ಯಕ್ರಮದಲ್ಲಿ ಗಣ್ಯರು ಪುಷ್ಪ ನಮನ ಸಲ್ಲಿಸಿದರು.: [338, 727, 556, 1048]
hegde-left-body: [338, 725, 556, 1270]
udupi-photo: [537, 1388, 913, 1599]
udupi-body-a: [338, 1388, 525, 1960]
section-rule: [58, 1970, 1492, 1971]
udupi-lead: ಉಡುಪಿ:: [338, 1390, 373, 1405]
airport-headline-2: ಹೆಚ್ಚಿಸಲು ಟ್ಯಾಕ್ಸಿ ಚಾಲಕರ ಸಂಘ ಆಗ್ರಹ: [928, 1333, 1286, 1366]
press-club-label: MANGALURU PRESS CLUB: [886, 2098, 1154, 2118]
boxing-photo: [338, 186, 930, 466]
header-day: ಶನಿವಾರ: [82, 73, 121, 90]
header-date: 3 ಜನವರಿ 2026: [82, 92, 167, 107]
horekanike-credit: ■ ಪ್ರದೀಪ ಕುಮಾರ ಕಲ್ಕೂರ: [1293, 2279, 1404, 2294]
shiroor-kicker: ನಾಳೆ ಶೀರೂರು ಮಠಾಧೀಶ ಶ್ರೀ ವೇದವರ್ಧನತೀರ್ಥ ಶ್ರೀಪಾದರ ಮಂಗಳೂರು ಪುರ ಪ್ರವೇಶ: [739, 1987, 1328, 2011]
kiru-item-text: ನಿಟ್ಟೆ ಸಮೂಹ ಸಂಸ್ಥೆಗಳ ಅಧ್ಯಕ್ಷ, ಶಿಕ್ಷಣ ತಜ್ಞ ಎನ್.ವಿನಯ ಹೆಗ್ಡೆ ಅವರ ನಿಧನಕ್ಕೆ ನಮ್ಮೂರ ಆಟಕೂಟ ಟ್ರಸ್ಟ್ ಮಂಗಳೂರು ಸಂತಾಪ ವ್ಯಕ್ತಪಡಿಸಿದೆ. ಮಂಗಳೂರು ಪುರಭವನದಲ್ಲಿ 2021ರಲ್ಲಿ ನಮ್ಮೂರ ಆಟಕೂಟ ಟ್ರಸ್ಟ್ ನ ವಾರ್ಷಿಕೋತ್ಸವದಲ್ಲಿ ಭಾಗವಹಿಸಿದ್ದರು. ಅವರ ಆಶೀರ್ವಾದ ಟ್ರಸ್ಟ್ ಗೆ ಸದಾ ಇರಲಿ ಎಂದು ಅಧ್ಯಕ್ಷ ಸುಧಾಕರ್ ರಾವ್ ಪೇಜಾವರ ತಿಳಿಸಿದ್ದಾರೆ.: [58, 711, 328, 822]
paper-name: ಹೊಸದಿಗಂತ: [1179, 52, 1313, 90]
section-title: ಪ್ರಾದೇಶಿಕ: [499, 63, 628, 110]
harikrishna-headline-1: ಕಲಾ ಪೋಷಕ ಡಾ.ಹರಿಕೃಷ್ಣ ಪುನರೂರು: [942, 148, 1298, 181]
horekanike-title: ಹೊರೆಕಾಣಿಕೆ: [1342, 2079, 1411, 2099]
paperless-badge-tail: ಐಪಿಡಿ: [619, 1610, 648, 1627]
paper-logo-icon: [1135, 54, 1170, 88]
column-divider: [921, 1283, 922, 1966]
udupi-body-b: [700, 1609, 913, 1960]
section-rule: [338, 1278, 1492, 1280]
airport-text: ನಗರದ ಅಂತಾರಾಷ್ಟ್ರೀಯ ವಿಮಾನ ನಿಲ್ದಾಣದಲ್ಲಿ ಟ್ಯಾಕ್ಸಿ ಚಾಲಕರಿಗೆ ಪಿಕ್ ಅಪ್ ಡ್ರಾಪ್ ಗಾಗಿ ಕೇವಲ 10 ನಿಮಿಷಗಳ ಉಚಿತ ಅವಧಿ ನೀಡಲಾಗಿದ್ದು, ಅದನ್ನು ಕನಿಷ್ಠ 20 ನಿಮಿಷಕ್ಕೆ ಏರಿಸಬೇಕು. ನಂತರದ ಪ್ರತಿ ನಿಮಿಷಕ್ಕೆ 100 ರೂ. ಶುಲ್ಕ ವಿಧಿಸುವುದು ಸರಿಯಲ್ಲ ಎಂದು ಟ್ಯಾಕ್ಸಿ ಚಾಲಕರ ಸಂಘ ಆಗ್ರಹಿಸಿದೆ. ಪಾರ್ಕಿಂಗ್ ಸಮಸ್ಯೆ: ಪತ್ರಿಕಾಗೋಷ್ಠಿಯಲ್ಲಿ ಮಾತನಾಡಿದ ಸಂಘದ ಅಧ್ಯಕ್ಷ ಅಬ್ದುಲ್ ರಹೀಂ, ವಿಮಾನ ನಿಲ್ದಾಣದಲ್ಲಿ ಸುಮಾರು 250ಕ್ಕೂ ಹೆಚ್ಚು ಟ್ಯಾಕ್ಸಿ ಚಾಲಕರು ದುಡಿಯುತ್ತಿದ್ದು, ಗ್ರಾಹಕರನ್ನು ಕಾಯುವ ಸಂದರ್ಭದಲ್ಲಿ ನಿಗದಿತ ಸಮಯ ಮೀರಿದರೆ ದುಬಾರಿ ದಂಡ ತೆರಬೇಕಾಗುತ್ತಿದೆ. ವಿಮಾನ ವಿಳಂಬವಾದಾಗಲೂ ಚಾಲಕರೇ ಹೊಣೆಯಾಗುತ್ತಿದ್ದಾರೆ. ಈ ಬಗ್ಗೆ ಹಲವು ಬಾರಿ ಮನವಿ ಮಾಡಿದರೂ ಪ್ರಯೋಜನವಾಗಿಲ್ಲ. ಮುಂದಿನ ದಿನಗಳಲ್ಲಿ ಹೋರಾಟ ಅನಿವಾರ್ಯ ಎಂದರು. ಸಂಘದ ಪದಾಧಿಕಾರಿಗಳು ಉಪಸ್ಥಿತರಿದ್ದರು. ಮನವಿ ಮಾಡಿದ್ದೇವೆ: ಕನಿಷ್ಠ 50 ವಾಹನಗಳಿಗೆ ನಿಲುಗಡೆಗೆ ಅವಕಾಶ ನೀಡಬೇಕು.: [928, 1390, 1247, 1635]
shiroor-story: [575, 1975, 1492, 2398]
fire-lead: ಕಾಸರಗೋಡು:: [69, 2083, 126, 2097]
shiroor-body-c: [1032, 2267, 1281, 2361]
airport-story: [928, 1283, 1492, 1966]
harikrishna-body: [942, 234, 1492, 575]
hand-icon: [61, 159, 119, 217]
harikrishna-lead: ಮಂಗಳೂರು:: [1124, 324, 1177, 338]
kiru-item-lead: ಮಂಗಳೂರು:: [58, 857, 110, 872]
column-divider: [332, 144, 333, 1966]
quote1-text: ಸಜ್ಜನಿಕೆಯ ಬದುಕು ಹೇಗಿರಬೇಕು ಎಂಬುದಕ್ಕೆ ವಿನಯ ಹೆಗ್ಡೆಯವರು ಉದಾಹರಣೆ. ಹಿರಿಯರು ಹಾಕಿಕೊಟ್ಟ ಮಾರ್ಗದಲ್ಲಿ ನಡೆದು, ಪ್ರಾತಃಸ್ಮರಣೀಯರಾದ ಅವರ ಬದುಕು ಎಲ್ಲರಿಗೂ ಮಾದರಿಯಾಗಿದೆ.: [809, 1008, 1009, 1080]
press-club-photo: [771, 2075, 1281, 2259]
kiru-item-lead: ಮಂಗಳೂರು:: [58, 585, 110, 599]
column-divider: [936, 144, 937, 577]
boxing-caption: ಮಹಾರಾಷ್ಟ್ರದಲ್ಲಿ ನಡೆದ ರಾಷ್ಟ್ರೀಯ ಮಿಕ್ಸ್ ಬಾಕ್ಸಿಂಗ್ ಚಾಂಪಿಯನ್ ಶಿಪ್ ನಲ್ಲಿ ಕರ್ನಾಟಕ ತಂಡ 3ನೇ ಸ್ಥಾನ ಪಡೆದುಕೊಂಡಿದೆ. ಕರ್ನಾಟಕ ತಂಡಕ್ಕೆ 17 ಚಿನ್ನ, 7 ಬೆಳ್ಳಿ ಹಾಗೂ 12 ಕಂಚಿನ ಪದಕ ದೊರೆತಿದೆ. ಕರ್ನಾಟಕ ರಾಜ್ಯ ಮಿಕ್ಸ್ ಬಾಕ್ಸಿಂಗ್ ಸಂಸ್ಥೆಯ ಅಧ್ಯಕ್ಷ ಚಂದ್ರು ಡಿ., ಪ್ರಧಾನ ಕಾರ್ಯದರ್ಶಿ ಎಸ್.ವಿ. ಸುದರ್ಶನ್ ಹಾಗೂ ತರಬೇತುದಾರ ಆರ್. ಹರೀಶ್ ಅವರ ಮಾರ್ಗದರ್ಶನದಲ್ಲಿ ಕೊಡಗಿನ ವಿದ್ಯಾರ್ಥಿಗಳು ಕೂಡ ಪದಕಗಳನ್ನು ಗಿದ್ದಿದ್ದಾರೆ.: [338, 474, 930, 524]
shiroor-headline: ಪೂರ್ಣಕುಂಭ ಸ್ವಾಗತ, ಪೌರ ಸನ್ಮಾನಕ್ಕೆ ಸಿದ್ಧತೆ: [747, 2017, 1320, 2064]
